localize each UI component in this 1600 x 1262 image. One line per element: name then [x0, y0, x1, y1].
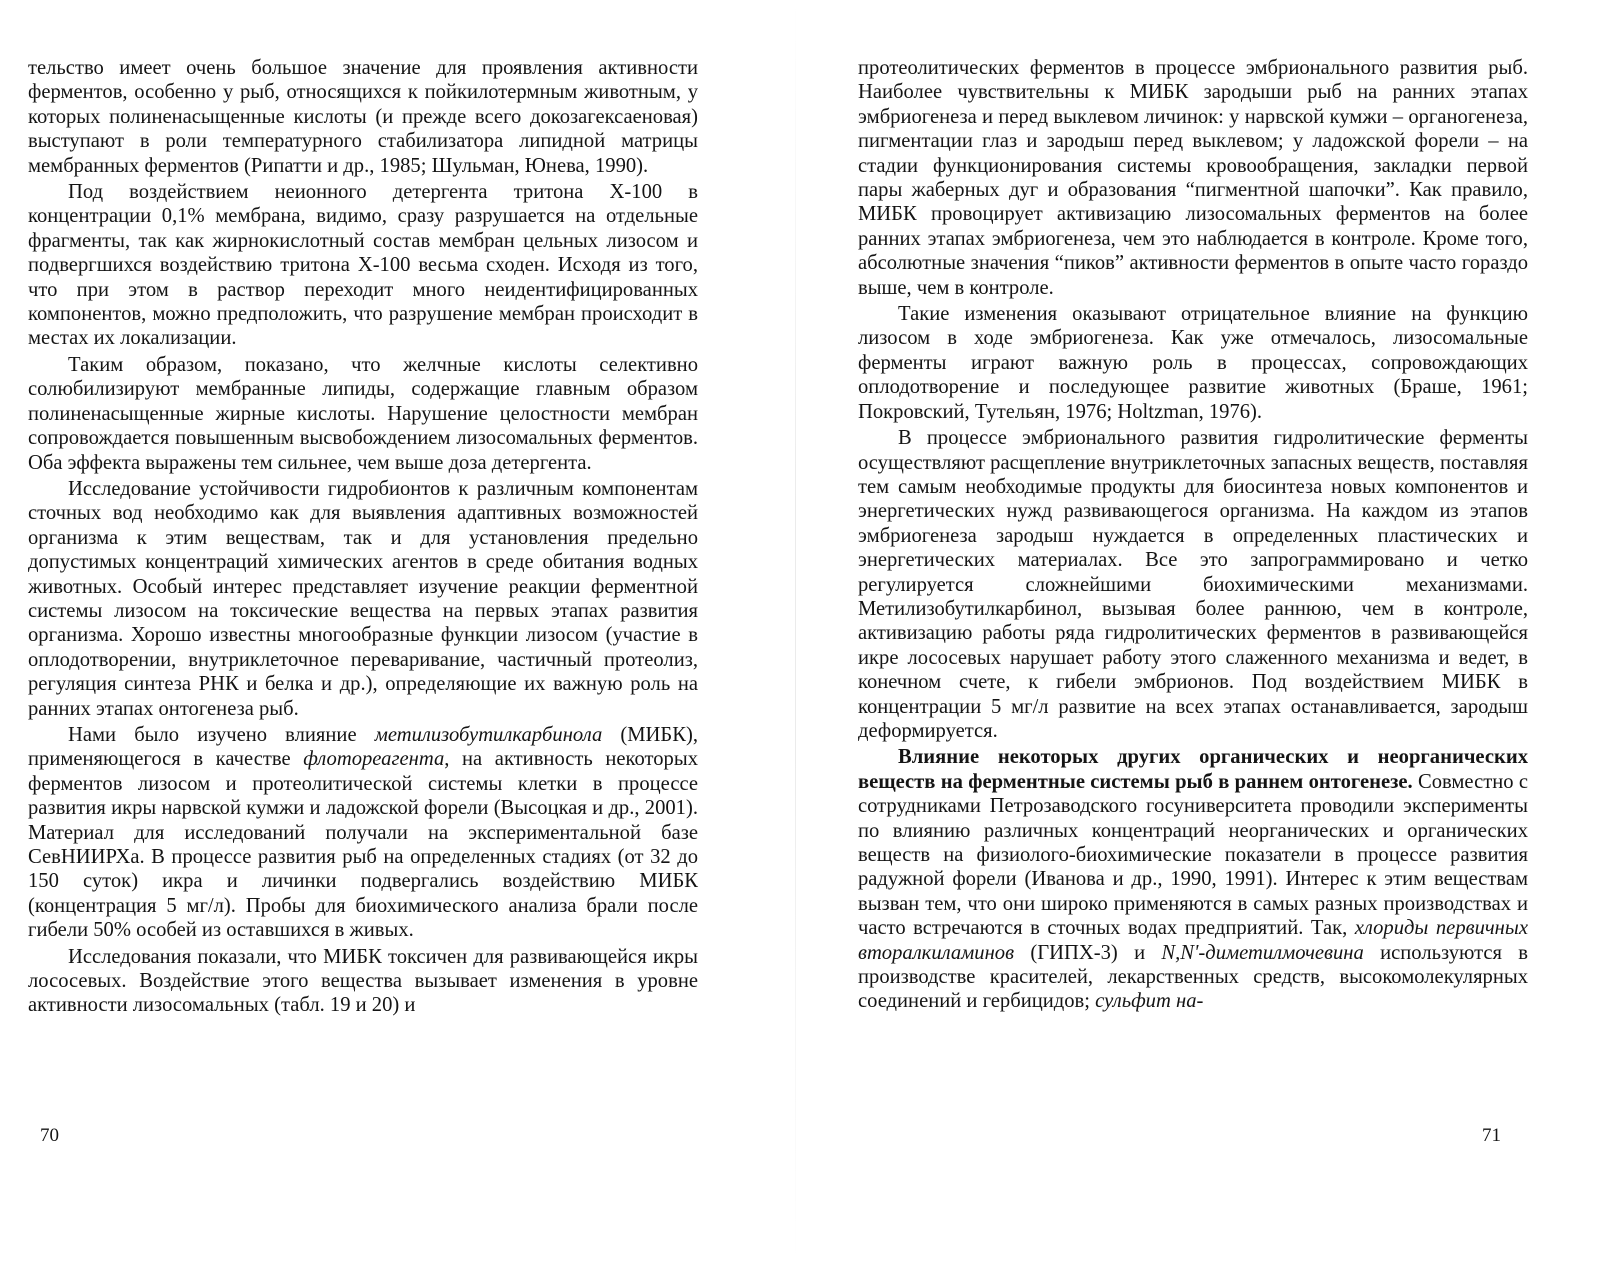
text-run: В процессе эмбрионального развития гидролитические ферменты осуществляют расщепление внутриклеточных запасных веществ, поставляя тем самым необходимые продукты для биосинтеза новых компонентов и энергетических нужд развивающегося организма. На каждом из этапов эмбриогенеза зародыш нуждается в определенных пластических и энергетических материалах. Все это запрограммировано и четко регулируется сложнейшими биохимическими механизмами. Метилизобутилкарбинол, вызывая более раннюю, чем в контроле, активизацию работы ряда гидролитических ферментов в развивающейся икре лососевых нарушает работу этого слаженного механизма и ведет, в конечном счете, к гибели эмбрионов. Под воздействием МИБК в концентрации 5 мг/л развитие на всех этапах останавливается, зародыш деформируется. [858, 427, 1528, 742]
left-page [28, 56, 698, 1018]
text-run: тельство имеет очень большое значение для проявления активности ферментов, особенно у рыб, относящихся к пойкилотермным животным, у которых полиненасыщенные кислоты (и прежде всего докозагексаеновая) выступают в роли температурного стабилизатора липидной матрицы мембранных ферментов (Рипатти и др., 1985; Шульман, Юнева, 1990). [28, 57, 698, 177]
text-run: Такие изменения оказывают отрицательное влияние на функцию лизосом в ходе эмбриогенеза. Как уже отмечалось, лизосомальные ферменты играют важную роль в процессах, сопровождающих оплодотворение и последующее развитие животных (Браше, 1961; Покровский, Тутельян, 1976; Holtzman, 1976). [858, 303, 1528, 423]
text-run: Таким образом, показано, что желчные кислоты селективно солюбилизируют мембранные липиды, содержащие главным образом полиненасыщенные жирные кислоты. Нарушение целостности мембран сопровождается повышенным высвобождением лизосомальных ферментов. Оба эффекта выражены тем сильнее, чем выше доза детергента. [28, 353, 698, 474]
page-number-left: 70 [40, 1125, 59, 1146]
paragraph [28, 56, 698, 178]
italic-term: флотореагента [303, 748, 445, 771]
text-run: Под воздействием неионного детергента тритона X-100 в концентрации 0,1% мембрана, видимо, сразу разрушается на отдельные фрагменты, так как жирнокислотный состав мембран цельных лизосом и подвергшихся воздействию тритона X-100 весьма сходен. Исходя из того, что при этом в раствор переходит много неидентифицированных компонентов, можно предположить, что разрушение мембран происходит в местах их локализации. [28, 181, 698, 350]
left-page-text [28, 56, 698, 1018]
text-run: протеолитических ферментов в процессе эмбрионального развития рыб. Наиболее чувствительны к МИБК зародыши рыб на ранних этапах эмбриогенеза и перед выклевом личинок: у нарвской кумжи – органогенеза, пигментации глаз и зародыш перед выклевом; у ладожской форели – на стадии функционирования системы кровообращения, закладки первой пары жаберных дуг и образования “пигментной шапочки”. Как правило, МИБК провоцирует активизацию лизосомальных ферментов на более ранних этапах эмбриогенеза, чем это наблюдается в контроле. Кроме того, абсолютные значения “пиков” активности ферментов в опыте часто гораздо выше, чем в контроле. [858, 57, 1528, 299]
paragraph [858, 302, 1528, 424]
text-run: (МИБК), применяющегося в качестве [28, 723, 698, 771]
paragraph [28, 477, 698, 721]
section-paragraph [858, 745, 1528, 1013]
paragraph [28, 945, 698, 1018]
text-run: Совместно с сотрудниками Петрозаводского госуниверситета проводили эксперименты по влиянию различных концентраций неорганических и органических веществ на физиолого-биохимические показатели в процессе развития радужной форели (Иванова и др., 1990, 1991). Интерес к этим веществам вызван тем, что они широко применяются в самых разных производствах и часто встречаются в сточных водах предприятий. Так, [858, 770, 1528, 940]
paragraph [858, 56, 1528, 300]
paragraph [28, 180, 698, 351]
text-run: используются в производстве красителей, лекарственных средств, высокомолекулярных соединений и гербицидов; [858, 941, 1529, 1013]
paragraph [28, 353, 698, 475]
text-run: Исследования показали, что МИБК токсичен для развивающейся икры лососевых. Воздействие этого вещества вызывает изменения в уровне активности лизосомальных (табл. 19 и 20) и [28, 945, 698, 1017]
italic-term: метилизобутилкарбинола [374, 723, 603, 746]
text-run: , на активность некоторых ферментов лизосом и протеолитической системы клетки в процессе развития икры нарвской кумжи и ладожской форели (Высоцкая и др., 2001). Материал для исследований получали на экспериментальной базе СевНИИРХа. В процессе развития рыб на определенных стадиях (от 32 до 150 суток) икра и личинки подвергались воздействию МИБК (концентрация 5 мг/л). Пробы для биохимического анализа брали после гибели 50% особей из оставшихся в живых. [28, 748, 698, 942]
book-gutter [795, 0, 796, 1262]
italic-term: сульфит на- [1095, 990, 1204, 1013]
right-page-text [858, 56, 1528, 1014]
italic-term: N,N'-диметилмочевина [1161, 941, 1364, 964]
page-number-right: 71 [1482, 1125, 1501, 1146]
paragraph [28, 723, 698, 943]
right-page [858, 56, 1528, 1014]
section-heading: Влияние некоторых других органических и неорганических веществ на ферментные системы рыб в раннем онтогенезе. [858, 746, 1528, 793]
text-run: Нами было изучено влияние [68, 723, 375, 746]
text-run: (ГИПХ-3) и [1014, 941, 1162, 964]
italic-term: хлориды первичных вторалкиламинов [858, 917, 1528, 964]
paragraph [858, 426, 1528, 743]
text-run: Исследование устойчивости гидробионтов к различным компонентам сточных вод необходимо как для выявления адаптивных возможностей организма к этим веществам, так и для установления предельно допустимых концентраций химических агентов в среде обитания водных животных. Особый интерес представляет изучение реакции ферментной системы лизосом на токсические вещества на первых этапах развития организма. Хорошо известны многообразные функции лизосом (участие в оплодотворении, внутриклеточное переваривание, частичный протеолиз, регуляция синтеза РНК и белка и др.), определяющие их важную роль на ранних этапах онтогенеза рыб. [28, 477, 698, 720]
